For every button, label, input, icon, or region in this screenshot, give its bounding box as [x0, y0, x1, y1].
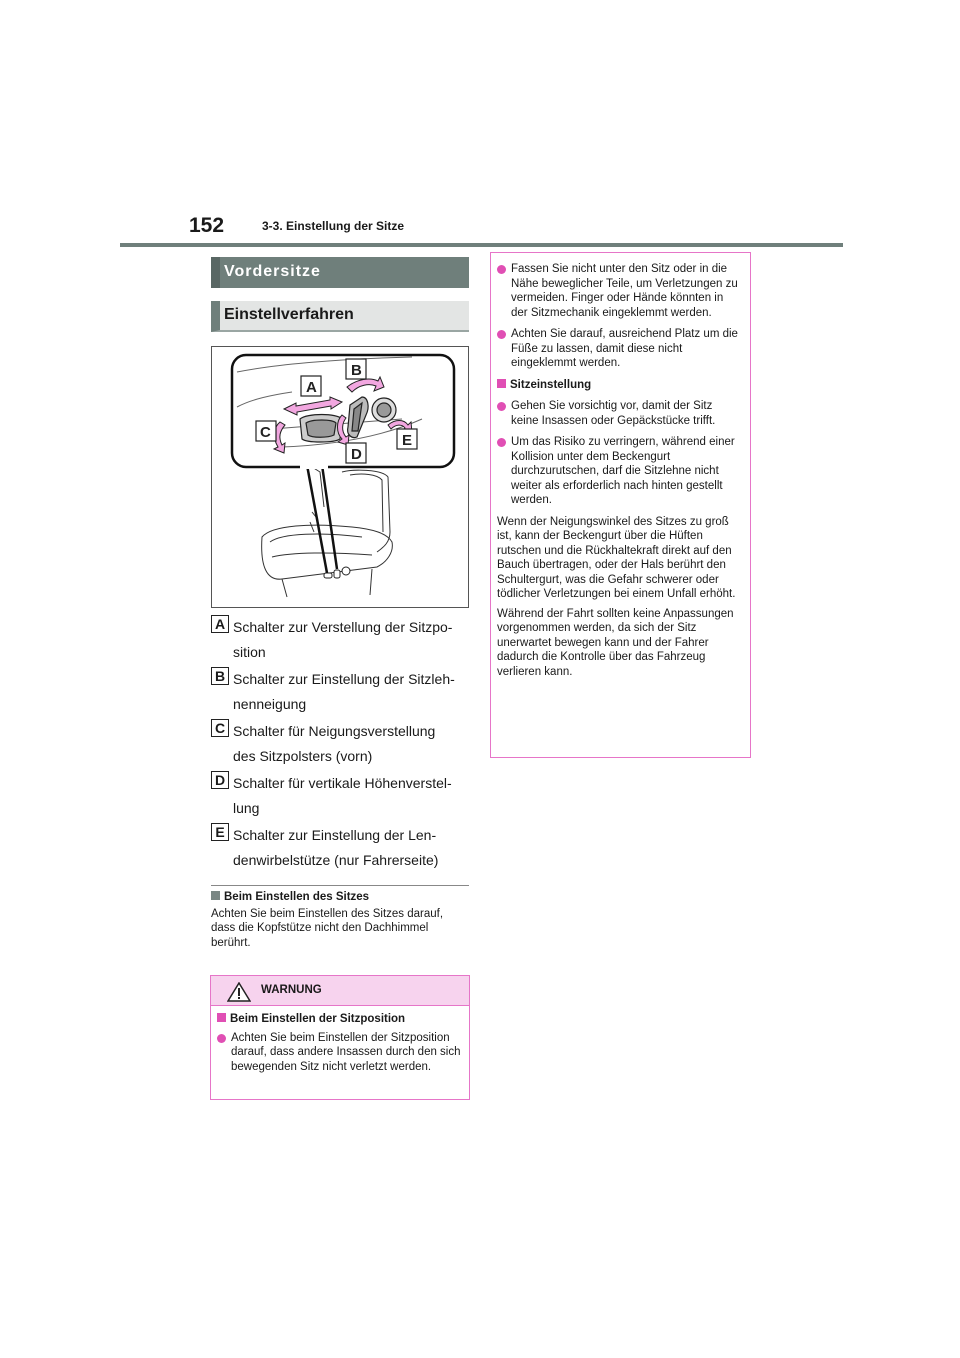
- legend-text: Schalter zur Verstellung der Sitzpo- sition: [233, 619, 453, 660]
- warning-continuation-box: [490, 252, 751, 758]
- square-bullet-icon: [217, 1013, 226, 1022]
- warning-bullet: Fassen Sie nicht unter den Sitz oder in die Nähe beweglicher Teile, um Verletzungen zu vermeiden. Finger oder Hände könnten in der Sitzmechanik eingeklemmt werden.: [497, 262, 742, 320]
- warning-subheading: Sitzeinstellung: [497, 378, 742, 393]
- warning-subheading: Beim Einstellen der Sitzposition: [217, 1012, 461, 1027]
- legend-key: A: [211, 615, 229, 633]
- callout-a: A: [306, 379, 317, 396]
- callout-c: C: [260, 424, 271, 441]
- chapter-title: 3-3. Einstellung der Sitze: [262, 219, 405, 233]
- seat-illustration: [212, 347, 468, 607]
- legend-item: [211, 615, 471, 667]
- legend-item: [211, 719, 471, 771]
- bullet-dot-icon: [497, 402, 506, 411]
- bullet-dot-icon: [497, 330, 506, 339]
- legend-item: [211, 771, 471, 823]
- warning-paragraph: Während der Fahrt sollten keine Anpassungen vorgenommen werden, da sich der Sitz unerwartet bewegen kann und der Fahrer dadurch die Kontrolle über das Fahrzeug verlieren kann.: [497, 607, 734, 678]
- square-bullet-icon: [211, 891, 220, 900]
- warning-header: [211, 976, 469, 1006]
- legend-key: E: [211, 823, 229, 841]
- legend-text: Schalter zur Einstellung der Sitzleh- nenneigung: [233, 671, 455, 712]
- bullet-dot-icon: [497, 265, 506, 274]
- header-rule: [120, 243, 843, 247]
- legend-text: Schalter zur Einstellung der Len- denwirbelstütze (nur Fahrerseite): [233, 827, 439, 868]
- bullet-dot-icon: [497, 438, 506, 447]
- subsection-title: Einstellverfahren: [211, 301, 469, 332]
- warning-title: WARNUNG: [261, 984, 322, 996]
- warning-body: [211, 1006, 469, 1074]
- warning-paragraph: Wenn der Neigungswinkel des Sitzes zu groß ist, kann der Beckengurt über die Hüften rutschen und die Rückhaltekraft direkt auf den Bauch übertragen, oder der Hals berührt den Schultergurt, was die Gefahr schwerer oder tödlicher Verletzungen bei einem Unfall erhöht.: [497, 515, 736, 600]
- legend-item: [211, 667, 471, 719]
- warning-bullet: Achten Sie beim Einstellen der Sitzposition darauf, dass andere Insassen durch den sich bewegenden Sitz nicht verletzt werden.: [217, 1031, 461, 1075]
- note-text: Achten Sie beim Einstellen des Sitzes darauf, dass die Kopfstütze nicht den Dachhimmel berührt.: [211, 907, 444, 949]
- warning-triangle-icon: [227, 982, 251, 1002]
- bullet-dot-icon: [217, 1034, 226, 1043]
- lumbar-switch: [372, 398, 396, 422]
- legend-key: C: [211, 719, 229, 737]
- callout-e: E: [402, 432, 413, 449]
- legend-item: [211, 823, 471, 875]
- note-heading: Beim Einstellen des Sitzes: [211, 890, 469, 905]
- note-block: [211, 890, 469, 950]
- warning-bullet: Gehen Sie vorsichtig vor, damit der Sitz keine Insassen oder Gepäckstücke trifft.: [497, 399, 742, 428]
- section-title: Vordersitze: [211, 257, 469, 288]
- legend-text: Schalter für vertikale Höhenverstel- lung: [233, 775, 452, 816]
- warning-box: [210, 975, 470, 1100]
- warning-bullet: Achten Sie darauf, ausreichend Platz um die Füße zu lassen, damit diese nicht eingeklemmt werden.: [497, 327, 742, 371]
- legend-text: Schalter für Neigungsverstellung des Sitzpolsters (vorn): [233, 723, 436, 764]
- page-number: 152: [189, 214, 225, 237]
- legend-key: B: [211, 667, 229, 685]
- callout-b: B: [351, 362, 362, 379]
- seat-cushion-switch: [300, 415, 342, 443]
- note-divider: [211, 885, 469, 886]
- warning-bullet: Um das Risiko zu verringern, während einer Kollision unter dem Beckengurt durchzurutschen, darf die Sitzlehne nicht weiter als erforderlich nach hinten gestellt werden.: [497, 435, 742, 508]
- seat-switch-figure: [211, 346, 469, 608]
- callout-d: D: [351, 446, 362, 463]
- legend-key: D: [211, 771, 229, 789]
- switch-legend: [211, 615, 471, 875]
- square-bullet-icon: [497, 379, 506, 388]
